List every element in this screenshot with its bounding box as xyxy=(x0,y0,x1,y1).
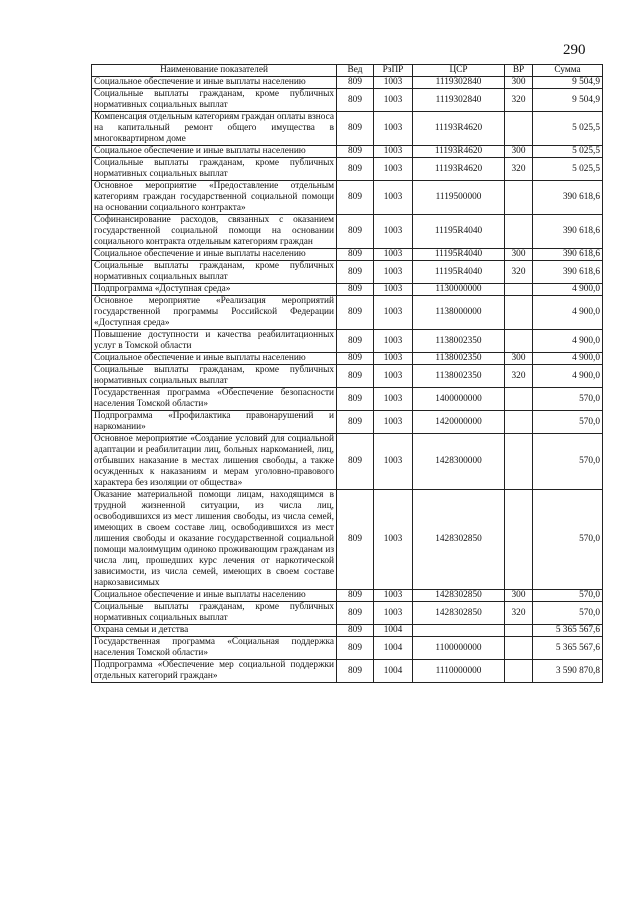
cell-rzpr: 1004 xyxy=(374,637,413,660)
cell-name: Государственная программа «Социальная поддержка населения Томской области» xyxy=(92,637,337,660)
table-row xyxy=(92,637,603,660)
cell-vr xyxy=(505,215,533,249)
cell-rzpr: 1003 xyxy=(374,296,413,330)
cell-vr: 320 xyxy=(505,261,533,284)
cell-sum: 390 618,6 xyxy=(533,249,603,261)
cell-csr: 11193R4620 xyxy=(413,158,505,181)
cell-sum: 4 900,0 xyxy=(533,284,603,296)
cell-ved: 809 xyxy=(337,296,374,330)
cell-name: Подпрограмма «Доступная среда» xyxy=(92,284,337,296)
cell-rzpr: 1003 xyxy=(374,158,413,181)
cell-csr: 1400000000 xyxy=(413,388,505,411)
cell-ved: 809 xyxy=(337,625,374,637)
table-row xyxy=(92,77,603,89)
cell-ved: 809 xyxy=(337,388,374,411)
cell-csr: 1119302840 xyxy=(413,77,505,89)
cell-ved: 809 xyxy=(337,353,374,365)
cell-sum: 390 618,6 xyxy=(533,215,603,249)
cell-rzpr: 1003 xyxy=(374,365,413,388)
cell-rzpr: 1003 xyxy=(374,490,413,590)
cell-vr: 320 xyxy=(505,89,533,112)
cell-name: Социальное обеспечение и иные выплаты населению xyxy=(92,77,337,89)
cell-vr xyxy=(505,490,533,590)
cell-ved: 809 xyxy=(337,637,374,660)
cell-name: Социальные выплаты гражданам, кроме публичных нормативных социальных выплат xyxy=(92,365,337,388)
cell-csr: 11195R4040 xyxy=(413,249,505,261)
cell-rzpr: 1003 xyxy=(374,353,413,365)
cell-sum: 390 618,6 xyxy=(533,181,603,215)
cell-csr: 1130000000 xyxy=(413,284,505,296)
cell-vr xyxy=(505,296,533,330)
cell-csr: 1119500000 xyxy=(413,181,505,215)
cell-rzpr: 1003 xyxy=(374,261,413,284)
cell-csr: 1428302850 xyxy=(413,602,505,625)
cell-csr: 1138002350 xyxy=(413,365,505,388)
cell-name: Социальные выплаты гражданам, кроме публичных нормативных социальных выплат xyxy=(92,89,337,112)
table-row xyxy=(92,625,603,637)
cell-csr: 1428300000 xyxy=(413,434,505,490)
cell-sum: 570,0 xyxy=(533,490,603,590)
table-row xyxy=(92,249,603,261)
cell-ved: 809 xyxy=(337,330,374,353)
cell-rzpr: 1003 xyxy=(374,146,413,158)
cell-vr: 320 xyxy=(505,365,533,388)
cell-ved: 809 xyxy=(337,249,374,261)
table-row xyxy=(92,434,603,490)
table-row xyxy=(92,660,603,683)
cell-vr xyxy=(505,181,533,215)
cell-name: Социальные выплаты гражданам, кроме публичных нормативных социальных выплат xyxy=(92,158,337,181)
cell-csr: 1138002350 xyxy=(413,330,505,353)
table-body xyxy=(92,77,603,683)
table-row xyxy=(92,353,603,365)
cell-sum: 570,0 xyxy=(533,602,603,625)
cell-csr: 1110000000 xyxy=(413,660,505,683)
cell-csr: 1420000000 xyxy=(413,411,505,434)
table-row xyxy=(92,89,603,112)
cell-rzpr: 1003 xyxy=(374,89,413,112)
cell-ved: 809 xyxy=(337,284,374,296)
cell-ved: 809 xyxy=(337,215,374,249)
cell-ved: 809 xyxy=(337,590,374,602)
cell-name: Государственная программа «Обеспечение безопасности населения Томской области» xyxy=(92,388,337,411)
cell-ved: 809 xyxy=(337,181,374,215)
table-row xyxy=(92,261,603,284)
cell-sum: 5 025,5 xyxy=(533,158,603,181)
table-row xyxy=(92,158,603,181)
table-row xyxy=(92,411,603,434)
cell-rzpr: 1004 xyxy=(374,660,413,683)
cell-vr: 300 xyxy=(505,249,533,261)
table-row xyxy=(92,602,603,625)
cell-vr: 300 xyxy=(505,146,533,158)
cell-ved: 809 xyxy=(337,89,374,112)
cell-name: Социальное обеспечение и иные выплаты населению xyxy=(92,353,337,365)
cell-name: Компенсация отдельным категориям граждан оплаты взноса на капитальный ремонт общего имущества в многоквартирном доме xyxy=(92,112,337,146)
cell-rzpr: 1003 xyxy=(374,77,413,89)
cell-rzpr: 1003 xyxy=(374,330,413,353)
cell-rzpr: 1003 xyxy=(374,181,413,215)
cell-sum: 4 900,0 xyxy=(533,353,603,365)
cell-sum: 390 618,6 xyxy=(533,261,603,284)
cell-vr xyxy=(505,284,533,296)
cell-name: Софинансирование расходов, связанных с оказанием государственной социальной помощи на основании социального контракта отдельным категориям граждан xyxy=(92,215,337,249)
cell-name: Повышение доступности и качества реабилитационных услуг в Томской области xyxy=(92,330,337,353)
column-header-csr: ЦСР xyxy=(413,65,505,77)
cell-sum: 9 504,9 xyxy=(533,89,603,112)
cell-rzpr: 1003 xyxy=(374,215,413,249)
cell-vr xyxy=(505,388,533,411)
cell-name: Социальное обеспечение и иные выплаты населению xyxy=(92,146,337,158)
cell-ved: 809 xyxy=(337,112,374,146)
cell-sum: 5 025,5 xyxy=(533,146,603,158)
table-header-row xyxy=(92,65,603,77)
cell-name: Основное мероприятие «Реализация мероприятий государственной программы Российской Федерации «Доступная среда» xyxy=(92,296,337,330)
table-header xyxy=(92,65,603,77)
page-number: 290 xyxy=(563,42,586,58)
cell-csr: 11195R4040 xyxy=(413,215,505,249)
column-header-ved: Вед xyxy=(337,65,374,77)
cell-name: Основное мероприятие «Создание условий для социальной адаптации и реабилитации лиц, больных наркоманией, лиц, отбывших наказание в местах лишения свободы, а также осужденных к наказаниям и мерам уголовно-правового характера без изоляции от общества» xyxy=(92,434,337,490)
column-header-sum: Сумма xyxy=(533,65,603,77)
table-row xyxy=(92,296,603,330)
cell-ved: 809 xyxy=(337,434,374,490)
cell-rzpr: 1003 xyxy=(374,249,413,261)
cell-rzpr: 1003 xyxy=(374,411,413,434)
cell-ved: 809 xyxy=(337,158,374,181)
cell-sum: 5 025,5 xyxy=(533,112,603,146)
cell-vr: 300 xyxy=(505,590,533,602)
cell-name: Социальные выплаты гражданам, кроме публичных нормативных социальных выплат xyxy=(92,261,337,284)
table-row xyxy=(92,112,603,146)
cell-vr xyxy=(505,411,533,434)
table-row xyxy=(92,215,603,249)
column-header-name: Наименование показателей xyxy=(92,65,337,77)
cell-sum: 4 900,0 xyxy=(533,365,603,388)
cell-sum: 5 365 567,6 xyxy=(533,625,603,637)
cell-name: Подпрограмма «Профилактика правонарушений и наркомании» xyxy=(92,411,337,434)
cell-rzpr: 1003 xyxy=(374,112,413,146)
cell-vr xyxy=(505,660,533,683)
cell-name: Социальные выплаты гражданам, кроме публичных нормативных социальных выплат xyxy=(92,602,337,625)
table-row xyxy=(92,181,603,215)
cell-rzpr: 1003 xyxy=(374,388,413,411)
cell-csr: 1428302850 xyxy=(413,490,505,590)
cell-ved: 809 xyxy=(337,490,374,590)
cell-sum: 9 504,9 xyxy=(533,77,603,89)
cell-rzpr: 1003 xyxy=(374,284,413,296)
table-row xyxy=(92,365,603,388)
cell-vr: 300 xyxy=(505,77,533,89)
table-row xyxy=(92,284,603,296)
table-row xyxy=(92,388,603,411)
cell-ved: 809 xyxy=(337,77,374,89)
cell-ved: 809 xyxy=(337,411,374,434)
cell-rzpr: 1003 xyxy=(374,590,413,602)
cell-csr: 11193R4620 xyxy=(413,112,505,146)
cell-vr xyxy=(505,637,533,660)
cell-ved: 809 xyxy=(337,365,374,388)
cell-vr xyxy=(505,330,533,353)
cell-csr: 1100000000 xyxy=(413,637,505,660)
cell-csr: 1138002350 xyxy=(413,353,505,365)
cell-vr xyxy=(505,434,533,490)
cell-name: Социальное обеспечение и иные выплаты населению xyxy=(92,249,337,261)
table-row xyxy=(92,590,603,602)
cell-sum: 5 365 567,6 xyxy=(533,637,603,660)
cell-vr: 300 xyxy=(505,353,533,365)
cell-vr xyxy=(505,625,533,637)
budget-table xyxy=(91,64,603,683)
cell-rzpr: 1003 xyxy=(374,434,413,490)
cell-csr: 1119302840 xyxy=(413,89,505,112)
cell-csr: 1138000000 xyxy=(413,296,505,330)
cell-csr: 11193R4620 xyxy=(413,146,505,158)
cell-csr xyxy=(413,625,505,637)
cell-name: Охрана семьи и детства xyxy=(92,625,337,637)
cell-sum: 570,0 xyxy=(533,590,603,602)
cell-ved: 809 xyxy=(337,602,374,625)
cell-rzpr: 1003 xyxy=(374,602,413,625)
cell-ved: 809 xyxy=(337,146,374,158)
cell-name: Подпрограмма «Обеспечение мер социальной поддержки отдельных категорий граждан» xyxy=(92,660,337,683)
cell-vr xyxy=(505,112,533,146)
cell-sum: 570,0 xyxy=(533,411,603,434)
column-header-rzpr: РзПР xyxy=(374,65,413,77)
cell-name: Социальное обеспечение и иные выплаты населению xyxy=(92,590,337,602)
column-header-vr: ВР xyxy=(505,65,533,77)
cell-name: Оказание материальной помощи лицам, находящимся в трудной жизненной ситуации, из числа лиц, освободившихся из мест лишения свободы, из числа семей, имеющих в своем составе лиц, освободившихся из мест лишения свободы и оказание государственной социальной помощи малоимущим одиноко проживающим гражданам из числа лиц, прошедших курс лечения от наркотической зависимости, из числа семей, имеющих в своем составе наркозависимых xyxy=(92,490,337,590)
cell-sum: 3 590 870,8 xyxy=(533,660,603,683)
cell-csr: 11195R4040 xyxy=(413,261,505,284)
table-row xyxy=(92,490,603,590)
cell-sum: 570,0 xyxy=(533,388,603,411)
table-row xyxy=(92,146,603,158)
cell-sum: 4 900,0 xyxy=(533,296,603,330)
cell-ved: 809 xyxy=(337,261,374,284)
cell-vr: 320 xyxy=(505,158,533,181)
cell-name: Основное мероприятие «Предоставление отдельным категориям граждан государственной социальной помощи на основании социального контракта» xyxy=(92,181,337,215)
cell-sum: 570,0 xyxy=(533,434,603,490)
cell-csr: 1428302850 xyxy=(413,590,505,602)
cell-rzpr: 1004 xyxy=(374,625,413,637)
cell-sum: 4 900,0 xyxy=(533,330,603,353)
cell-vr: 320 xyxy=(505,602,533,625)
cell-ved: 809 xyxy=(337,660,374,683)
table-row xyxy=(92,330,603,353)
